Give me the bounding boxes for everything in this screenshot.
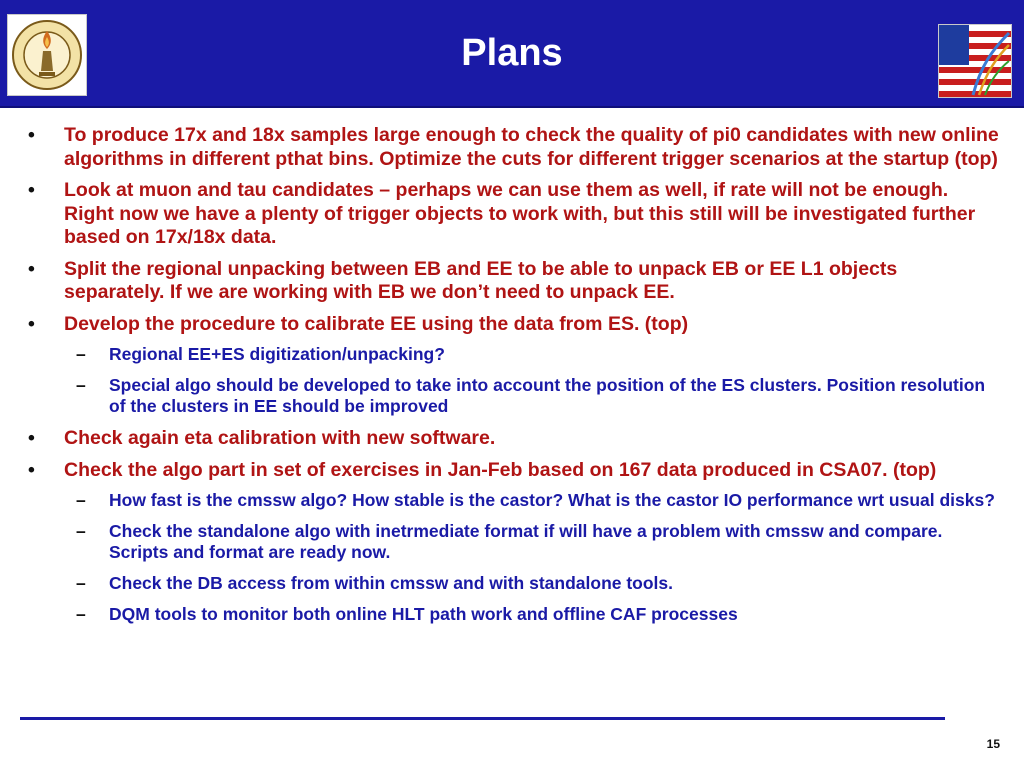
bullet-text: To produce 17x and 18x samples large enough to check the quality of pi0 candidates with new online algorithms in different pthat bins. Optimize the cuts for different trigger scenarios at the startup (top) [64, 124, 999, 170]
bullet-text: Check again eta calibration with new software. [64, 427, 496, 449]
bullet-item [28, 313, 1003, 337]
bullet-item [28, 179, 1003, 250]
bullet-text: Look at muon and tau candidates – perhaps we can use them as well, if rate will not be enough. Right now we have a plenty of trigger objects to work with, but this still will be investigated further based on 17x/18x data. [64, 179, 976, 248]
bullet-text: Check the DB access from within cmssw and with standalone tools. [109, 573, 674, 593]
bullet-item [28, 124, 1003, 171]
dash-marker: – [76, 490, 86, 510]
dash-marker: – [76, 521, 86, 541]
bullet-marker: • [28, 179, 35, 201]
bullet-text: Check the algo part in set of exercises in Jan-Feb based on 167 data produced in CSA07. (top) [64, 458, 937, 481]
bullet-text: Check the standalone algo with inetrmediate format if will have a problem with cmssw and compare. Scripts and format are ready now. [109, 521, 943, 562]
bullet-marker: • [28, 312, 35, 335]
sub-bullet-item [28, 573, 1003, 594]
slide-title: Plans [461, 32, 563, 74]
bullet-text: Regional EE+ES digitization/unpacking? [109, 344, 445, 364]
bullet-marker: • [28, 458, 35, 481]
bullet-marker: • [28, 427, 35, 449]
bullet-item [28, 459, 1003, 483]
bullet-text: DQM tools to monitor both online HLT path work and offline CAF processes [109, 604, 738, 624]
bullet-list [28, 124, 1003, 635]
bullet-text: Develop the procedure to calibrate EE using the data from ES. (top) [64, 312, 689, 335]
dash-marker: – [76, 344, 86, 364]
bullet-text: How fast is the cmssw algo? How stable is the castor? What is the castor IO performance wrt usual disks? [109, 490, 995, 510]
sub-bullet-item [28, 521, 1003, 563]
dash-marker: – [76, 573, 86, 593]
bullet-marker: • [28, 257, 35, 280]
sub-bullet-item [28, 490, 1003, 511]
bullet-text: Special algo should be developed to take into account the position of the ES clusters. Position resolution of the clusters in EE should be improved [109, 375, 986, 416]
sub-bullet-item [28, 375, 1003, 417]
sub-bullet-item [28, 604, 1003, 625]
bullet-text: Split the regional unpacking between EB and EE to be able to unpack EB or EE L1 objects separately. If we are working with EB we don’t need to unpack EE. [64, 257, 898, 303]
page-number: 15 [986, 737, 1000, 751]
sub-bullet-item [28, 344, 1003, 365]
dash-marker: – [76, 375, 86, 395]
title-bar-divider [0, 106, 1024, 108]
bullet-marker: • [28, 124, 35, 146]
bullet-item [28, 258, 1003, 305]
bullet-item [28, 427, 1003, 451]
dash-marker: – [76, 604, 86, 624]
footer-rule [20, 717, 945, 720]
